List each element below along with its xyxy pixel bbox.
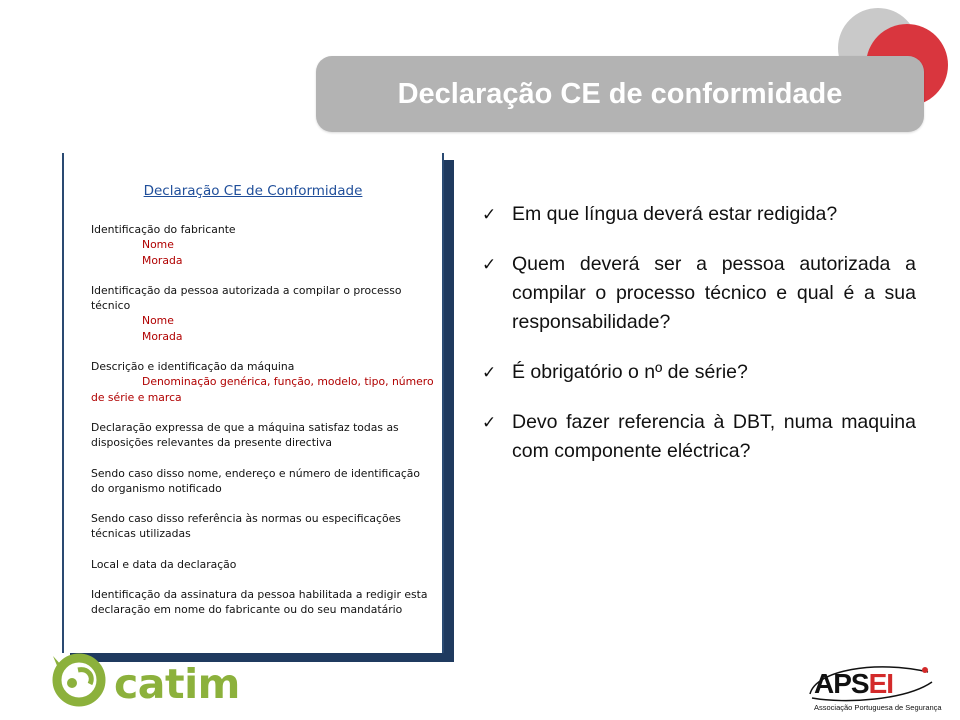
- doc-field-red: Nome: [142, 314, 174, 328]
- catim-wordmark: catim: [114, 660, 240, 708]
- catim-emblem-icon: [48, 650, 112, 712]
- document-page: [62, 153, 444, 653]
- doc-section: [91, 420, 436, 451]
- slide-title: Declaração CE de conformidade: [397, 77, 843, 110]
- apsei-logo: [806, 660, 942, 716]
- question-item: [482, 408, 916, 466]
- doc-section-label: Sendo caso disso nome, endereço e número de identificação do organismo notificado: [91, 466, 421, 495]
- doc-field-red: Morada: [142, 329, 183, 343]
- doc-section: [91, 283, 436, 344]
- title-bar: [316, 56, 924, 132]
- check-icon: ✓: [482, 205, 497, 224]
- document-body: [91, 222, 436, 633]
- apsei-tagline: Associação Portuguesa de Segurança: [814, 703, 942, 712]
- doc-section-label: Descrição e identificação da máquina: [91, 360, 295, 374]
- document-title: Declaração CE de Conformidade: [143, 183, 363, 199]
- question-list: [482, 200, 916, 487]
- doc-section: [91, 359, 436, 405]
- doc-section: [91, 511, 436, 542]
- catim-logo: [48, 650, 240, 712]
- question-item: [482, 200, 916, 229]
- doc-section-label: Sendo caso disso referência às normas ou especificações técnicas utilizadas: [91, 512, 401, 541]
- apsei-wordmark: APSEI: [814, 668, 894, 699]
- question-text: Devo fazer referencia à DBT, numa maquina com componente eléctrica?: [512, 411, 916, 462]
- doc-section-label: Identificação da pessoa autorizada a compilar o processo técnico: [91, 283, 402, 313]
- doc-section-label: Local e data da declaração: [91, 557, 237, 571]
- question-text: Em que língua deverá estar redigida?: [512, 203, 838, 225]
- doc-section: [91, 557, 436, 572]
- question-text: É obrigatório o nº de série?: [512, 361, 748, 383]
- doc-section-label: Identificação do fabricante: [91, 223, 236, 236]
- doc-field-red: Morada: [142, 253, 183, 267]
- check-icon: ✓: [482, 363, 497, 382]
- doc-section: [91, 222, 436, 268]
- check-icon: ✓: [482, 255, 497, 274]
- doc-section: [91, 587, 436, 618]
- doc-section-label: Declaração expressa de que a máquina satisfaz todas as disposições relevantes da presente directiva: [91, 420, 399, 450]
- doc-section: [91, 466, 436, 497]
- doc-field-red: Nome: [142, 238, 174, 252]
- doc-field-red: Denominação genérica, função, modelo, tipo, número de série e marca: [91, 375, 434, 404]
- question-item: [482, 358, 916, 387]
- question-text: Quem deverá ser a pessoa autorizada a compilar o processo técnico e qual é a sua responsabilidade?: [512, 253, 916, 333]
- doc-section-label: Identificação da assinatura da pessoa habilitada a redigir esta declaração em nome do fabricante ou do seu mandatário: [91, 588, 428, 617]
- check-icon: ✓: [482, 413, 497, 432]
- question-item: [482, 250, 916, 337]
